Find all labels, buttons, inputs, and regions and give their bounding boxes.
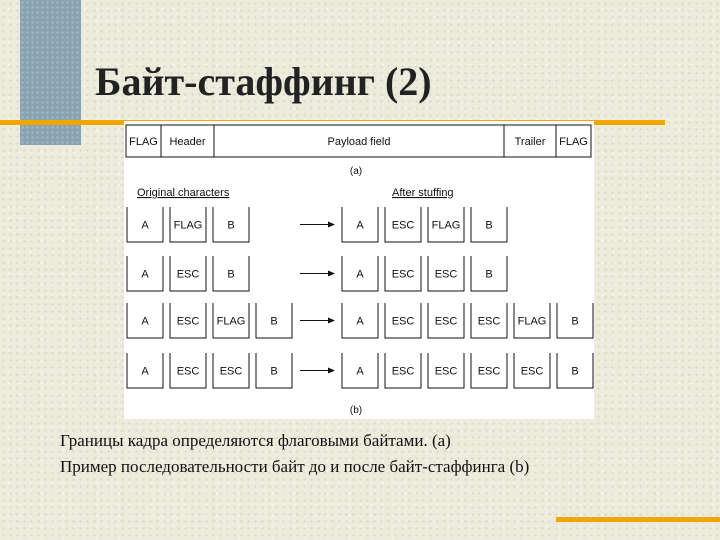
original-characters-heading: Original characters	[137, 187, 230, 199]
stuffed-byte-label: B	[485, 219, 493, 232]
original-byte-cell	[213, 303, 249, 338]
original-byte-cell	[170, 353, 206, 388]
stuffed-byte-label: ESC	[477, 365, 501, 378]
original-byte-label: A	[141, 315, 149, 328]
original-byte-cell	[127, 303, 163, 338]
stuffed-byte-cell	[471, 353, 507, 388]
stuffed-byte-cell	[471, 256, 507, 291]
slide-title: Байт-стаффинг (2)	[95, 59, 432, 104]
original-byte-cell	[170, 207, 206, 242]
stuffed-byte-cell	[342, 353, 378, 388]
caption-line-2: Пример последовательности байт до и после байт-стаффинга (b)	[60, 457, 530, 476]
original-byte-cell	[170, 256, 206, 291]
stuffed-byte-cell	[557, 353, 593, 388]
transform-arrow	[300, 271, 335, 277]
original-byte-label: ESC	[176, 365, 200, 378]
stuffed-byte-cell	[342, 256, 378, 291]
frame-field-trailer: Trailer	[514, 136, 546, 148]
original-byte-label: B	[227, 219, 235, 232]
original-byte-label: A	[141, 219, 149, 232]
stuffed-byte-label: B	[571, 365, 579, 378]
frame-field-flag-start: FLAG	[129, 136, 158, 148]
stuffed-byte-label: A	[356, 315, 364, 328]
original-byte-label: B	[270, 365, 278, 378]
slide-caption	[60, 428, 529, 480]
original-byte-label: ESC	[176, 268, 200, 281]
stuffed-byte-cell	[514, 353, 550, 388]
stuffed-byte-cell	[428, 303, 464, 338]
stuffed-byte-cell	[385, 207, 421, 242]
original-byte-cell	[127, 353, 163, 388]
stuffed-byte-cell	[385, 353, 421, 388]
stuffed-byte-cell	[428, 256, 464, 291]
frame-field-flag-end: FLAG	[559, 136, 588, 148]
label-a: (a)	[349, 166, 363, 177]
stuffed-byte-cell	[514, 303, 550, 338]
label-b: (b)	[349, 405, 363, 416]
original-byte-label: B	[227, 268, 235, 281]
stuffed-byte-label: B	[571, 315, 579, 328]
stuffed-byte-label: ESC	[434, 268, 458, 281]
stuffed-byte-cell	[385, 303, 421, 338]
stuffed-byte-label: ESC	[391, 365, 415, 378]
stuffed-byte-label: ESC	[391, 219, 415, 232]
stuffed-byte-cell	[428, 207, 464, 242]
stuffed-byte-cell	[471, 303, 507, 338]
caption-line-1: Границы кадра определяются флаговыми байтами. (а)	[60, 431, 451, 450]
stuffed-byte-label: FLAG	[431, 219, 461, 232]
stuffed-byte-label: A	[356, 365, 364, 378]
frame-field-header: Header	[169, 136, 206, 148]
stuffed-byte-label: ESC	[434, 315, 458, 328]
original-byte-cell	[127, 207, 163, 242]
byte-stuffing-diagram	[124, 121, 594, 419]
decorative-line-bottom	[556, 517, 720, 522]
stuffed-byte-label: A	[356, 268, 364, 281]
stuffed-byte-label: ESC	[391, 315, 415, 328]
original-byte-cell	[213, 207, 249, 242]
original-byte-label: B	[270, 315, 278, 328]
original-byte-label: A	[141, 268, 149, 281]
stuffed-byte-cell	[428, 353, 464, 388]
frame-field-payload: Payload field	[327, 136, 391, 148]
original-byte-cell	[170, 303, 206, 338]
original-byte-label: FLAG	[173, 219, 203, 232]
original-byte-cell	[213, 353, 249, 388]
after-stuffing-heading: After stuffing	[392, 187, 454, 199]
original-byte-cell	[256, 303, 292, 338]
stuffed-byte-label: ESC	[477, 315, 501, 328]
stuffed-byte-cell	[342, 207, 378, 242]
stuffed-byte-cell	[471, 207, 507, 242]
transform-arrow	[300, 368, 335, 374]
transform-arrow	[300, 318, 335, 324]
stuffed-byte-label: ESC	[391, 268, 415, 281]
stuffed-byte-cell	[385, 256, 421, 291]
original-byte-cell	[213, 256, 249, 291]
stuffed-byte-label: A	[356, 219, 364, 232]
original-byte-label: ESC	[219, 365, 243, 378]
stuffed-byte-label: ESC	[520, 365, 544, 378]
original-byte-label: A	[141, 365, 149, 378]
original-byte-cell	[127, 256, 163, 291]
stuffed-byte-label: FLAG	[517, 315, 547, 328]
stuffed-byte-label: B	[485, 268, 493, 281]
stuffed-byte-cell	[557, 303, 593, 338]
transform-arrow	[300, 222, 335, 228]
original-byte-label: FLAG	[216, 315, 246, 328]
stuffed-byte-label: ESC	[434, 365, 458, 378]
original-byte-label: ESC	[176, 315, 200, 328]
original-byte-cell	[256, 353, 292, 388]
stuffed-byte-cell	[342, 303, 378, 338]
